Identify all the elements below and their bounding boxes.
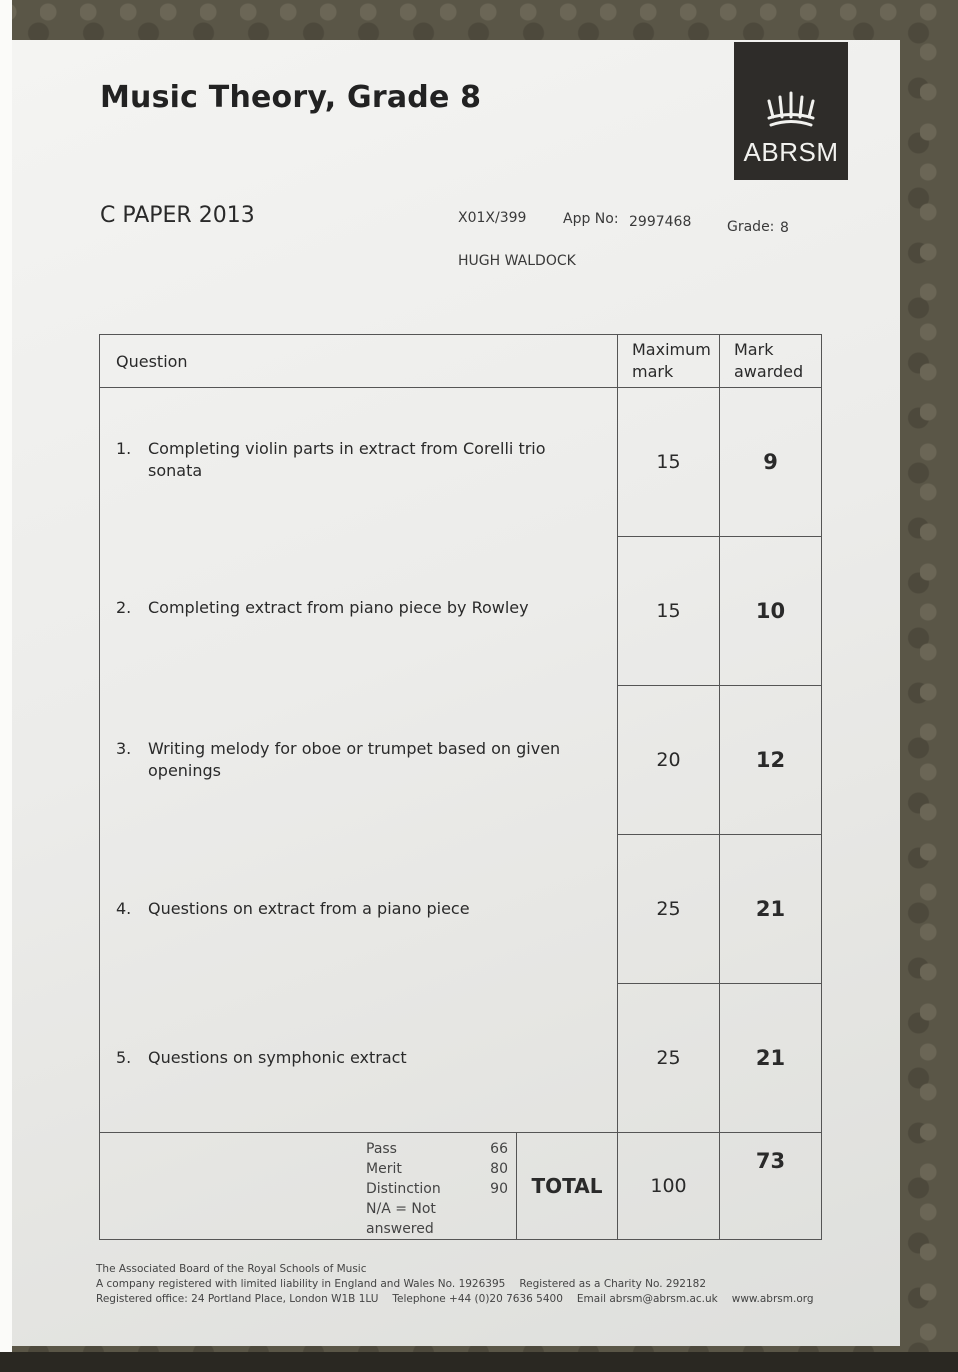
grade-label: Grade:	[727, 219, 775, 235]
candidate-name: HUGH WALDOCK	[458, 253, 576, 269]
page-title: Music Theory, Grade 8	[100, 80, 482, 115]
footer: The Associated Board of the Royal Schools of Music A company registered with limited liability in England and Wales No. 1926395 Registered as a Charity No. 292182 Registered office: 24 Portland Place, London W1B 1LU Telephone +44 (0)20 7636 5400 Email abrsm@abrsm.ac.uk www.abrsm.org	[96, 1263, 814, 1305]
boundary-pass: Pass 66	[366, 1141, 508, 1157]
max-mark-cell: 15	[618, 388, 720, 537]
boundary-distinction: Distinction 90	[366, 1181, 508, 1197]
grade-boundaries	[366, 1139, 508, 1239]
app-no-value: 2997468	[629, 214, 692, 230]
table-row	[100, 835, 822, 984]
na-note: N/A = Not answered	[366, 1201, 436, 1237]
question-cell: 2. Completing extract from piano piece by Rowley	[100, 537, 618, 686]
table-row	[100, 388, 822, 537]
header-max-mark: Maximum mark	[618, 335, 720, 388]
abrsm-logo	[734, 42, 848, 180]
max-mark-cell: 15	[618, 537, 720, 686]
paper-code: C PAPER 2013	[100, 203, 255, 228]
mark-awarded-cell: 10	[720, 537, 822, 686]
total-label: TOTAL	[531, 1174, 603, 1198]
logo-text: ABRSM	[743, 137, 839, 167]
header-question: Question	[100, 335, 618, 388]
surface-edge	[0, 1352, 958, 1372]
grade-value: 8	[780, 220, 789, 236]
max-mark-cell: 20	[618, 686, 720, 835]
results-sheet	[12, 40, 900, 1346]
mark-awarded-cell: 12	[720, 686, 822, 835]
question-cell: 1. Completing violin parts in extract from Corelli trio sonata	[100, 388, 618, 537]
crown-icon	[763, 91, 819, 131]
total-max-cell: 100	[618, 1133, 720, 1240]
mark-awarded-cell: 9	[720, 388, 822, 537]
candidate-code: X01X/399	[458, 210, 527, 226]
header-mark-awarded: Mark awarded	[720, 335, 822, 388]
totals-row	[100, 1133, 822, 1240]
table-row	[100, 984, 822, 1133]
max-mark-cell: 25	[618, 984, 720, 1133]
question-cell: 5. Questions on symphonic extract	[100, 984, 618, 1133]
table-row	[100, 537, 822, 686]
adjacent-paper-edge	[0, 0, 12, 1372]
question-cell: 4. Questions on extract from a piano piece	[100, 835, 618, 984]
app-no-label: App No:	[563, 211, 619, 227]
total-awarded-cell: 73	[720, 1133, 822, 1240]
mark-awarded-cell: 21	[720, 984, 822, 1133]
table-row	[100, 686, 822, 835]
marks-table	[99, 334, 822, 1240]
table-header-row	[100, 335, 822, 388]
question-cell: 3. Writing melody for oboe or trumpet based on given openings	[100, 686, 618, 835]
mark-awarded-cell: 21	[720, 835, 822, 984]
boundary-merit: Merit 80	[366, 1161, 508, 1177]
totals-info-cell	[100, 1133, 618, 1240]
max-mark-cell: 25	[618, 835, 720, 984]
